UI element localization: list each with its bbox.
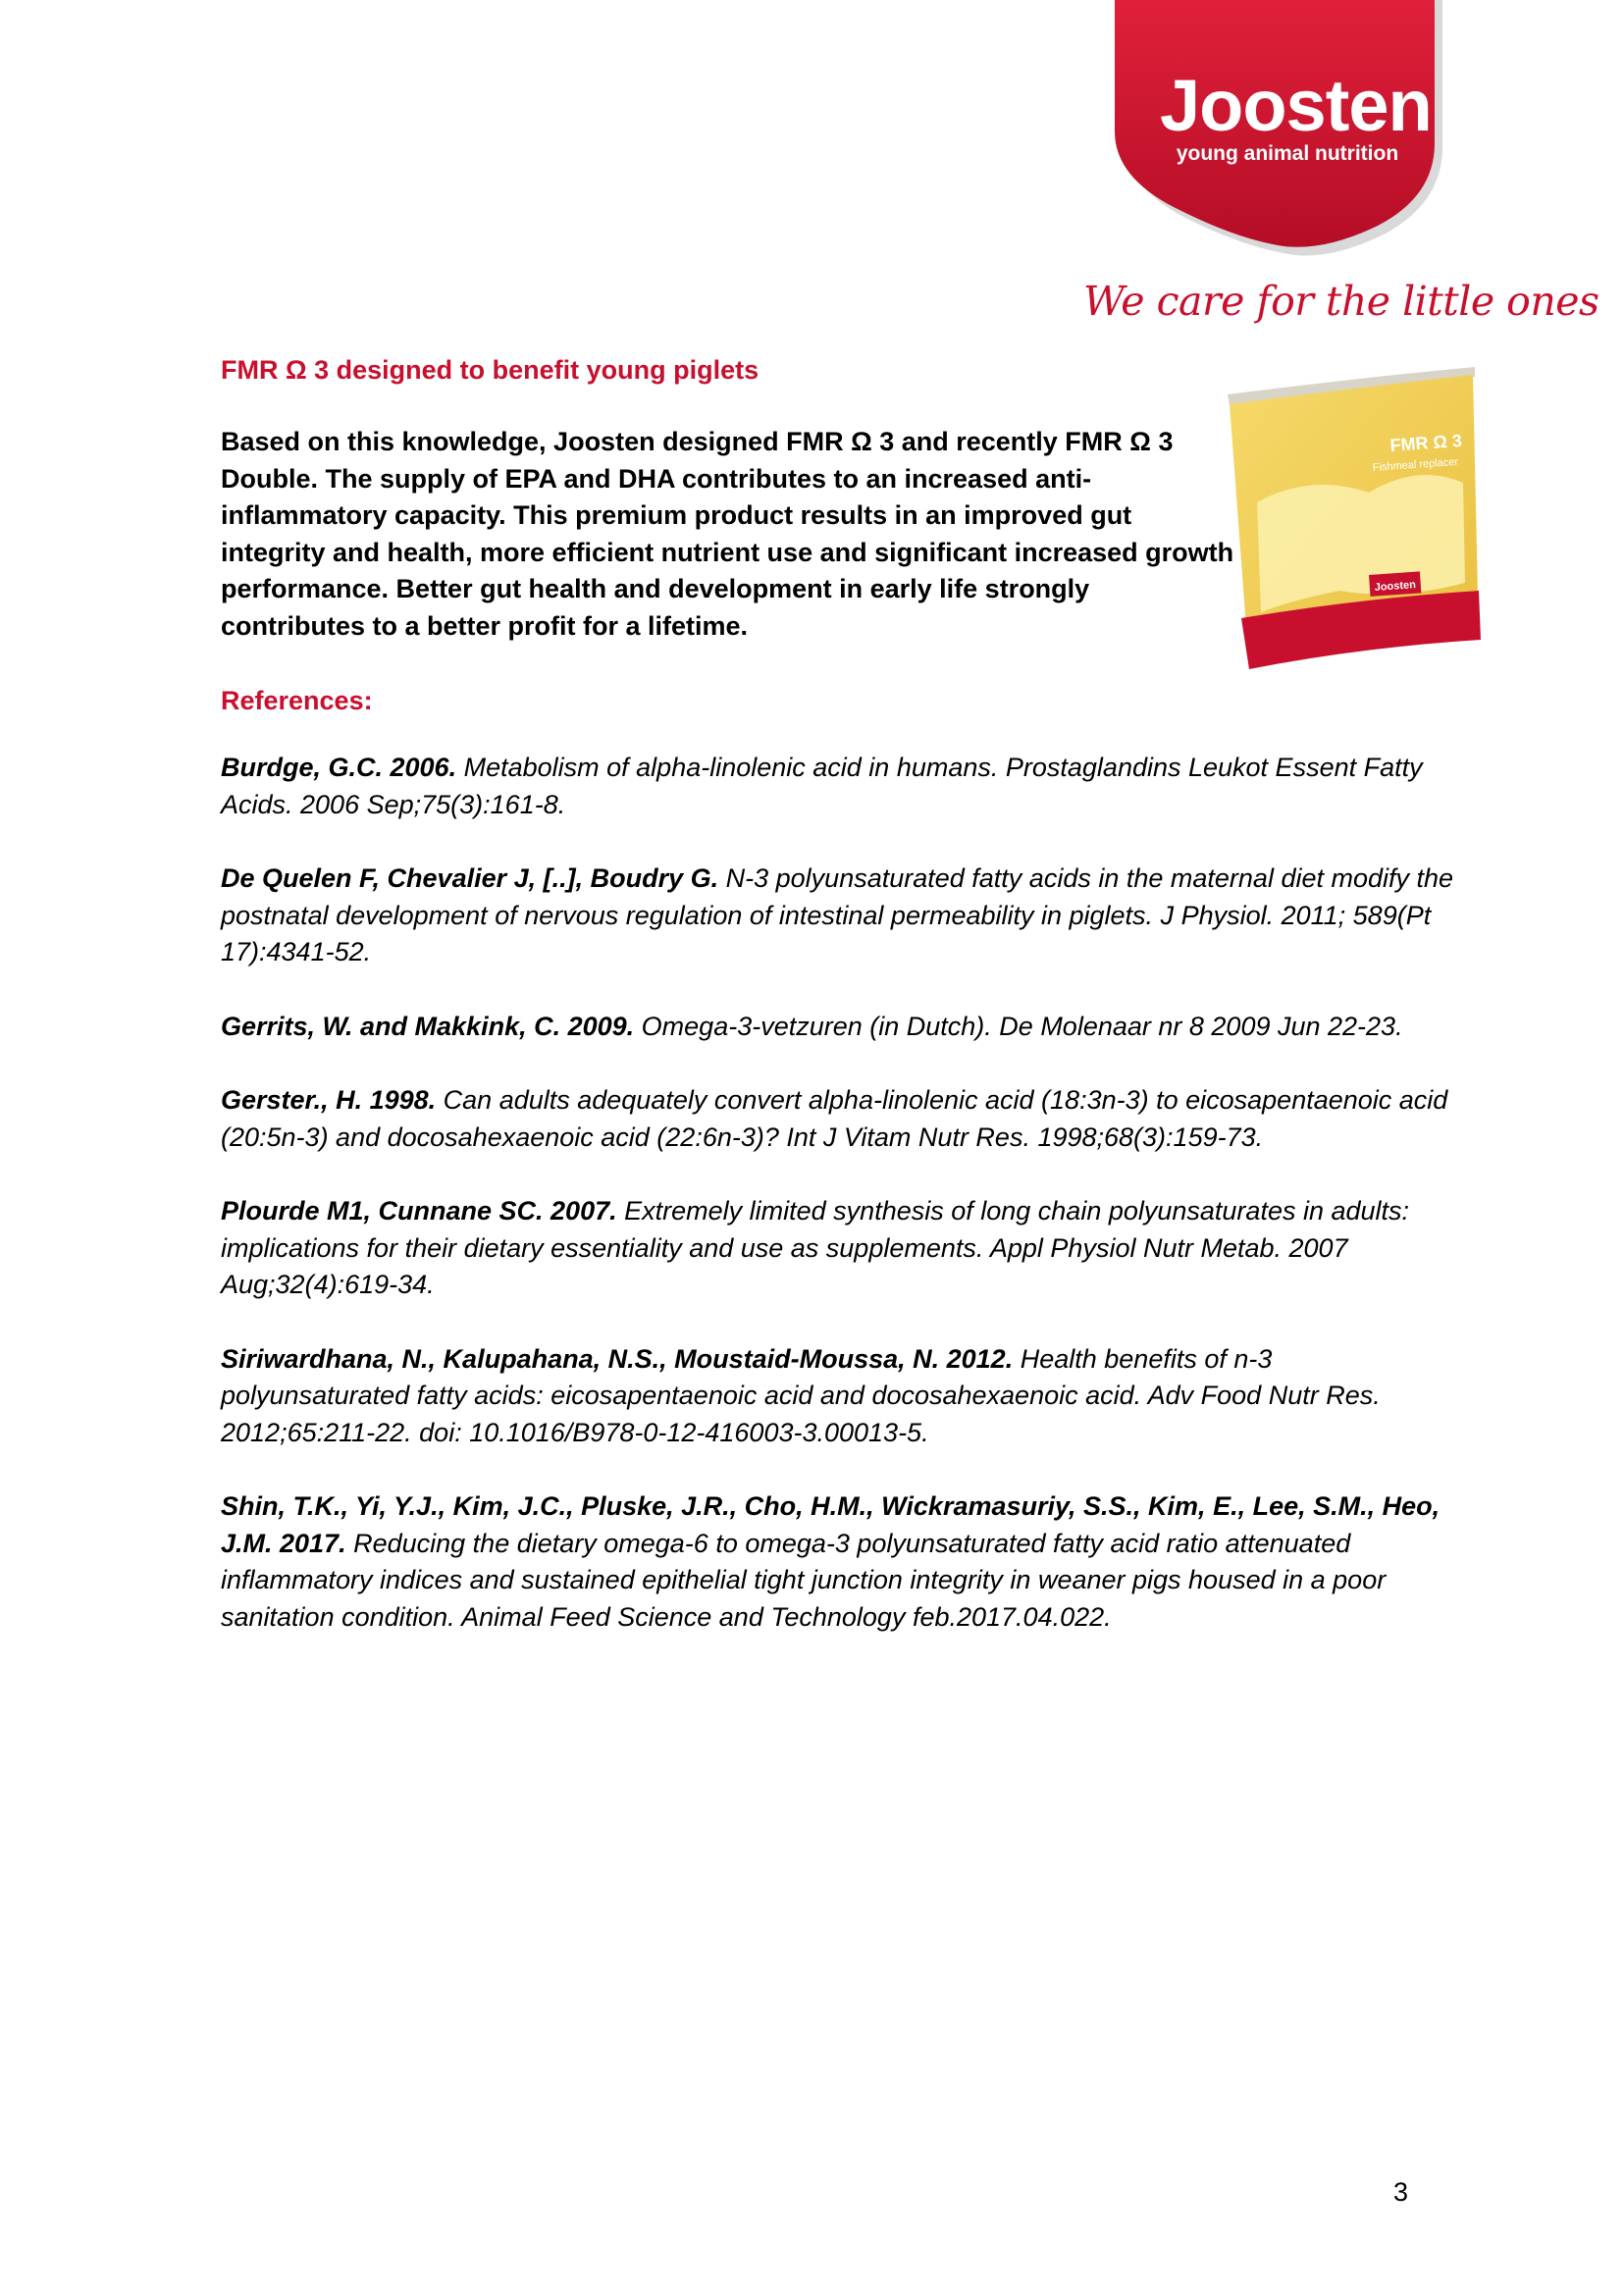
brand-name: Joosten <box>1160 65 1432 146</box>
product-sublabel: Fishmeal replacer <box>1372 455 1459 474</box>
reference-authors: Burdge, G.C. 2006. <box>221 753 457 782</box>
brand-tagline: young animal nutrition <box>1176 142 1399 165</box>
reference-item <box>221 1082 1457 1156</box>
section-heading: FMR Ω 3 designed to benefit young piglets <box>221 355 760 385</box>
reference-text: Omega-3-vetzuren (in Dutch). De Molenaar nr 8 2009 Jun 22-23. <box>641 1011 1403 1041</box>
reference-item <box>221 861 1457 971</box>
reference-text: Extremely limited synthesis of long chain polyunsaturates in adults: implications for their dietary essentiality and use as supplements. Appl Physiol Nutr Metab. 2007 Aug;32(4):619-34. <box>221 1196 1410 1299</box>
reference-authors: Siriwardhana, N., Kalupahana, N.S., Moustaid-Moussa, N. 2012. <box>221 1343 1014 1374</box>
brand-slogan: We care for the little ones <box>1083 278 1599 325</box>
reference-authors: De Quelen F, Chevalier J, [..], Boudry G. <box>221 863 719 893</box>
product-brand-mark: Joosten <box>1374 579 1417 594</box>
reference-text: Metabolism of alpha-linolenic acid in humans. Prostaglandins Leukot Essent Fatty Acids. 2006 Sep;75(3):161-8. <box>221 753 1423 819</box>
reference-list <box>221 750 1457 1673</box>
page-number: 3 <box>1393 2177 1409 2207</box>
reference-authors: Shin, T.K., Yi, Y.J., Kim, J.C., Pluske, J.R., Cho, H.M., Wickramasuriy, S.S., Kim, E., Lee, S.M., Heo, J.M. 2017. <box>221 1491 1441 1558</box>
section-body: Based on this knowledge, Joosten designed FMR Ω 3 and recently FMR Ω 3 Double. The supply of EPA and DHA contributes to an increased anti-inflammatory capacity. This premium product results in an improved gut integrity and health, more efficient nutrient use and significant increased growth performance. Better gut health and development in early life strongly contributes to a better profit for a lifetime. <box>221 427 1234 641</box>
reference-text: Can adults adequately convert alpha-linolenic acid (18:3n-3) to eicosapentaenoic acid (20:5n-3) and docosahexaenoic acid (22:6n-3)? Int J Vitam Nutr Res. 1998;68(3):159-73. <box>221 1085 1448 1152</box>
reference-text: Reducing the dietary omega-6 to omega-3 polyunsaturated fatty acid ratio attenuated inflammatory indices and sustained epithelial tight junction integrity in weaner pigs housed in a poor sanitation condition. Animal Feed Science and Technology feb.2017.04.022. <box>221 1528 1387 1632</box>
reference-item <box>221 1488 1457 1636</box>
reference-item <box>221 1341 1457 1452</box>
reference-authors: Gerrits, W. and Makkink, C. 2009. <box>221 1011 635 1041</box>
reference-item <box>221 1193 1457 1304</box>
reference-item <box>221 1009 1457 1046</box>
reference-text: Health benefits of n-3 polyunsaturated fatty acids: eicosapentaenoic acid and docosahexaenoic acid. Adv Food Nutr Res. 2012;65:211-22. doi: 10.1016/B978-0-12-416003-3.00013-5. <box>221 1343 1381 1447</box>
product-label: FMR Ω 3 <box>1388 430 1463 455</box>
reference-text: N-3 polyunsaturated fatty acids in the maternal diet modify the postnatal development of nervous regulation of intestinal permeability in piglets. J Physiol. 2011; 589(Pt 17):4341-52. <box>221 863 1454 966</box>
reference-authors: Plourde M1, Cunnane SC. 2007. <box>221 1196 617 1226</box>
reference-item <box>221 750 1457 823</box>
product-bag-image <box>1222 355 1485 679</box>
reference-authors: Gerster., H. 1998. <box>221 1085 437 1115</box>
references-heading: References: <box>221 686 373 715</box>
